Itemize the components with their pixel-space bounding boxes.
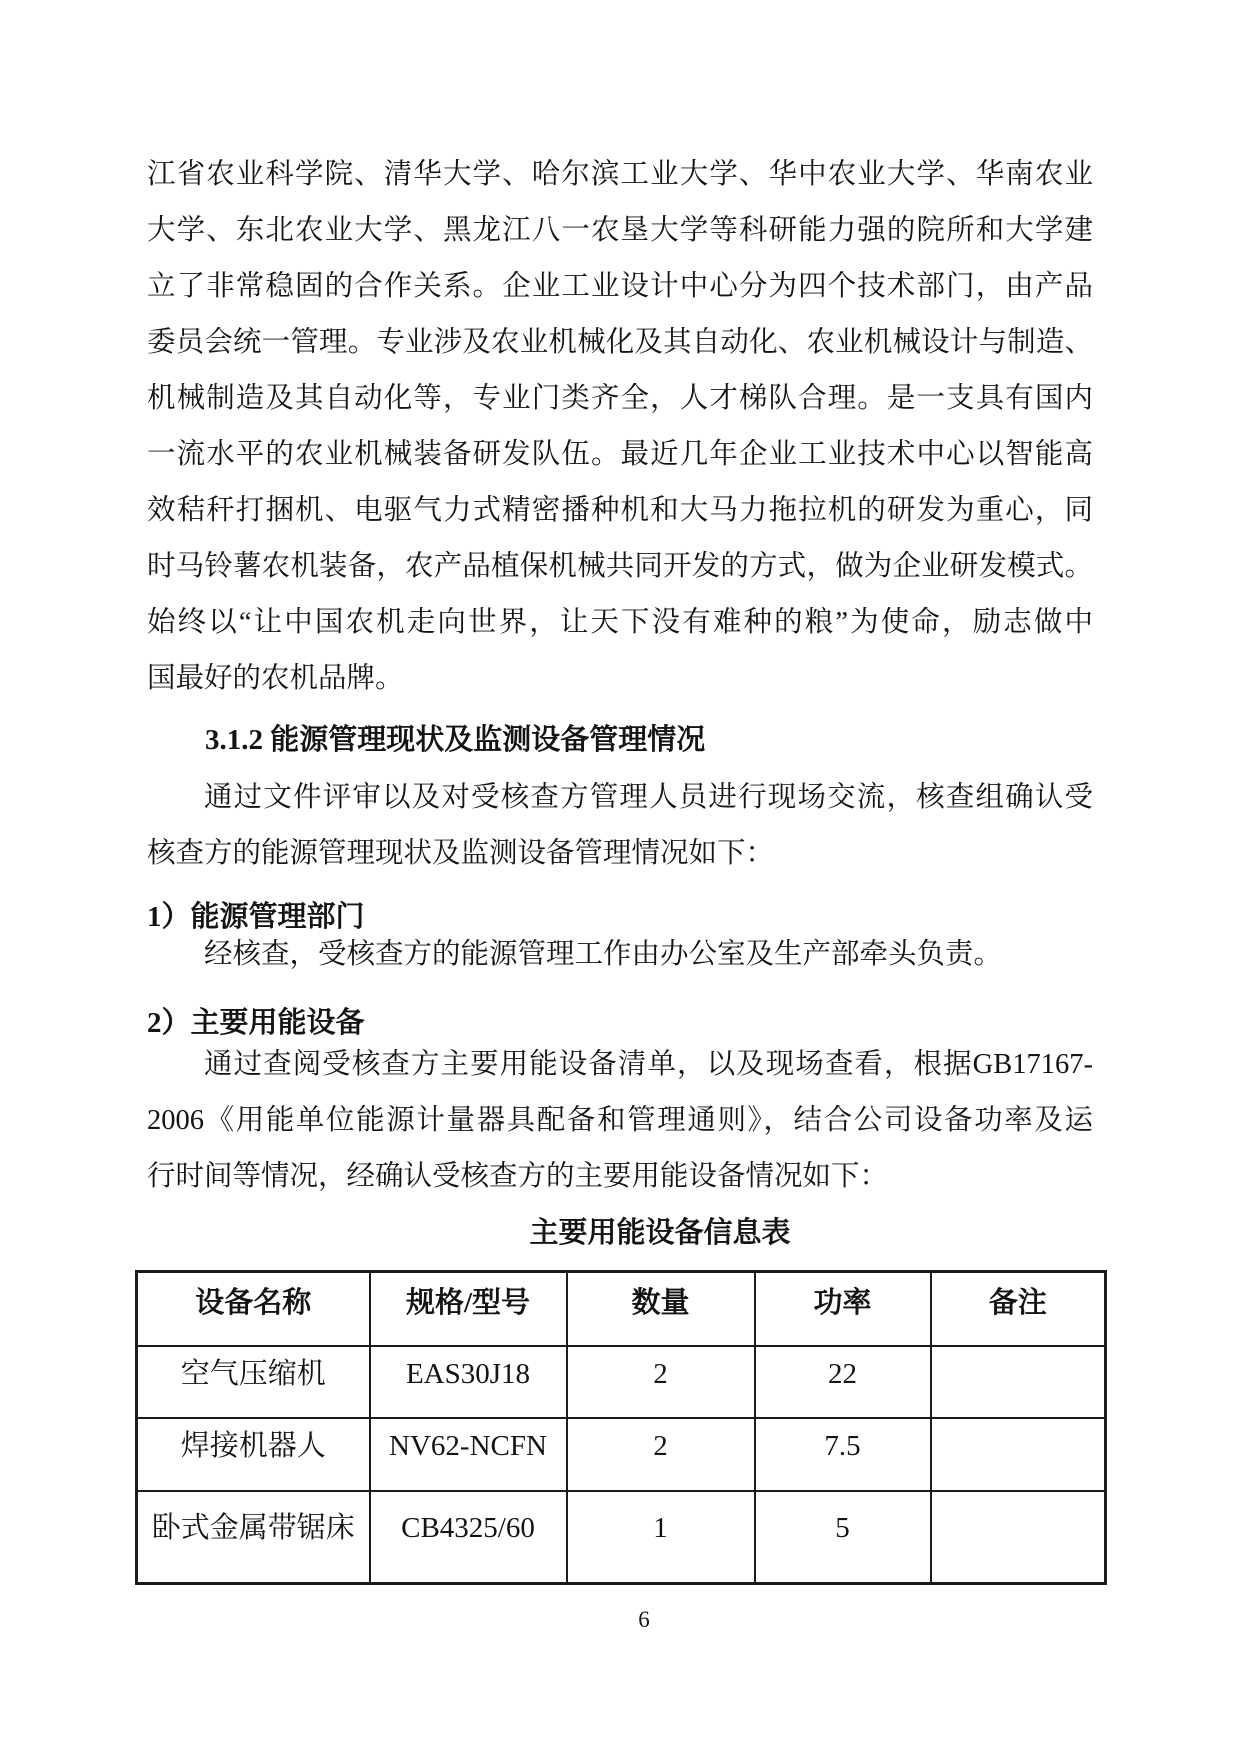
cell-spec-model: EAS30J18: [370, 1346, 567, 1418]
paragraph-company-intro: [147, 147, 1093, 707]
text-line: 立了非常稳固的合作关系。企业工业设计中心分为四个技术部门，由产品: [147, 271, 1093, 302]
paragraph-equipment-intro: [147, 1037, 1093, 1205]
table-title: 主要用能设备信息表: [529, 1217, 791, 1249]
text-line: 江省农业科学院、清华大学、哈尔滨工业大学、华中农业大学、华南农业: [147, 159, 1093, 190]
text-line: 国最好的农机品牌。: [147, 663, 404, 694]
text-line: 效秸秆打捆机、电驱气力式精密播种机和大马力拖拉机的研发为重心，同: [147, 495, 1093, 526]
table-header-row: [137, 1272, 1106, 1346]
text-line: 委员会统一管理。专业涉及农业机械化及其自动化、农业机械设计与制造、: [147, 327, 1093, 358]
table-header-quantity: 数量: [567, 1272, 755, 1346]
cell-device-name: 空气压缩机: [137, 1346, 370, 1418]
cell-device-name: 焊接机器人: [137, 1418, 370, 1491]
text-line: 通过文件评审以及对受核查方管理人员进行现场交流，核查组确认受: [204, 782, 1093, 813]
cell-power: 5: [755, 1491, 931, 1584]
text-line: 始终以“让中国农机走向世界，让天下没有难种的粮”为使命，励志做中: [147, 607, 1093, 638]
text-line: 机械制造及其自动化等，专业门类齐全，人才梯队合理。是一支具有国内: [147, 383, 1093, 414]
text-line: 2006《用能单位能源计量器具配备和管理通则》，结合公司设备功率及运: [147, 1105, 1093, 1136]
cell-quantity: 2: [567, 1346, 755, 1418]
table-header-device-name: 设备名称: [137, 1272, 370, 1346]
table-row: [137, 1346, 1106, 1418]
text-line: 经核查，受核查方的能源管理工作由办公室及生产部牵头负责。: [204, 939, 1003, 970]
cell-power: 22: [755, 1346, 931, 1418]
table-header-remarks: 备注: [931, 1272, 1106, 1346]
cell-spec-model: NV62-NCFN: [370, 1418, 567, 1491]
subheading-main-equipment: 2）主要用能设备: [147, 1007, 365, 1039]
text-line: 大学、东北农业大学、黑龙江八一农垦大学等科研能力强的院所和大学建: [147, 215, 1093, 246]
paragraph-energy-dept: [147, 927, 1093, 983]
text-line: 时马铃薯农机装备，农产品植保机械共同开发的方式，做为企业研发模式。: [147, 551, 1093, 582]
table-header-power: 功率: [755, 1272, 931, 1346]
text-line: 行时间等情况，经确认受核查方的主要用能设备情况如下：: [147, 1161, 889, 1192]
cell-device-name: 卧式金属带锯床: [137, 1491, 370, 1584]
cell-remarks: [931, 1491, 1106, 1584]
page-content: [147, 147, 1093, 1635]
cell-remarks: [931, 1346, 1106, 1418]
table-row: [137, 1418, 1106, 1491]
table-header-spec-model: 规格/型号: [370, 1272, 567, 1346]
text-line: 通过查阅受核查方主要用能设备清单，以及现场查看，根据GB17167-: [204, 1049, 1093, 1080]
cell-quantity: 1: [567, 1491, 755, 1584]
section-heading-3-1-2: 3.1.2 能源管理现状及监测设备管理情况: [205, 724, 706, 756]
cell-quantity: 2: [567, 1418, 755, 1491]
text-line: 一流水平的农业机械装备研发队伍。最近几年企业工业技术中心以智能高: [147, 439, 1093, 470]
cell-remarks: [931, 1418, 1106, 1491]
equipment-table: [135, 1270, 1107, 1585]
table-row: [137, 1491, 1106, 1584]
page-number: 6: [638, 1607, 650, 1632]
text-line: 核查方的能源管理现状及监测设备管理情况如下：: [147, 838, 775, 869]
paragraph-review-intro: [147, 770, 1093, 882]
cell-power: 7.5: [755, 1418, 931, 1491]
subheading-energy-dept: 1）能源管理部门: [147, 901, 365, 933]
cell-spec-model: CB4325/60: [370, 1491, 567, 1584]
